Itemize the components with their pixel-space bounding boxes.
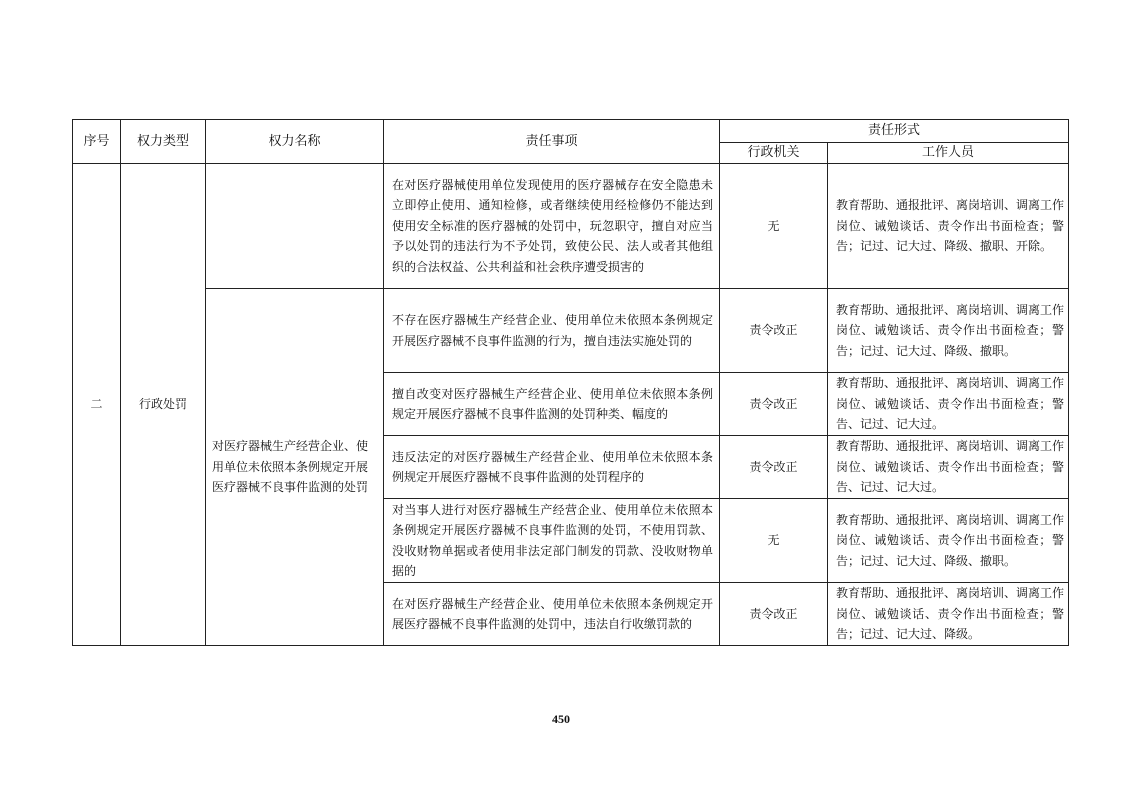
responsibility-item: 在对医疗器械生产经营企业、使用单位未依照本条例规定开展医疗器械不良事件监测的处罚中，违法自行收缴罚款的 [384,583,720,646]
group-seq: 二 [73,164,121,646]
staff-cell: 教育帮助、通报批评、离岗培训、调离工作岗位、诫勉谈话、责令作出书面检查；警告；记过、记大过、降级、撤职。 [828,499,1069,583]
responsibility-item: 不存在医疗器械生产经营企业、使用单位未依照本条例规定开展医疗器械不良事件监测的行为，擅自违法实施处罚的 [384,289,720,373]
staff-cell: 教育帮助、通报批评、离岗培训、调离工作岗位、诫勉谈话、责令作出书面检查；警告；记过、记大过、降级。 [828,583,1069,646]
staff-cell: 教育帮助、通报批评、离岗培训、调离工作岗位、诫勉谈话、责令作出书面检查；警告、记过、记大过。 [828,373,1069,436]
group-power-name: 对医疗器械生产经营企业、使用单位未依照本条例规定开展医疗器械不良事件监测的处罚 [206,289,384,646]
agency-cell: 责令改正 [720,583,828,646]
responsibility-table [72,119,1069,646]
header-responsibility-matters: 责任事项 [384,120,720,164]
group-power-type: 行政处罚 [121,164,206,646]
header-seq: 序号 [73,120,121,164]
responsibility-item: 违反法定的对医疗器械生产经营企业、使用单位未依照本条例规定开展医疗器械不良事件监测的处罚程序的 [384,436,720,499]
agency-cell: 无 [720,164,828,289]
responsibility-item: 在对医疗器械使用单位发现使用的医疗器械存在安全隐患未立即停止使用、通知检修，或者继续使用经检修仍不能达到使用安全标准的医疗器械的处罚中，玩忽职守，擅自对应当予以处罚的违法行为不予处罚，致使公民、法人或者其他组织的合法权益、公共利益和社会秩序遭受损害的 [384,164,720,289]
agency-cell: 责令改正 [720,436,828,499]
responsibility-item: 对当事人进行对医疗器械生产经营企业、使用单位未依照本条例规定开展医疗器械不良事件监测的处罚，不使用罚款、没收财物单据或者使用非法定部门制发的罚款、没收财物单据的 [384,499,720,583]
table-row [73,164,1069,289]
header-staff: 工作人员 [828,143,1069,164]
table-row [73,289,1069,373]
agency-cell: 责令改正 [720,373,828,436]
header-row-1 [73,120,1069,143]
header-agency: 行政机关 [720,143,828,164]
header-power-type: 权力类型 [121,120,206,164]
agency-cell: 责令改正 [720,289,828,373]
header-power-name: 权力名称 [206,120,384,164]
staff-cell: 教育帮助、通报批评、离岗培训、调离工作岗位、诫勉谈话、责令作出书面检查；警告；记过、记大过、降级、撤职。 [828,289,1069,373]
staff-cell: 教育帮助、通报批评、离岗培训、调离工作岗位、诫勉谈话、责令作出书面检查；警告；记过、记大过、降级、撤职、开除。 [828,164,1069,289]
staff-cell: 教育帮助、通报批评、离岗培训、调离工作岗位、诫勉谈话、责令作出书面检查；警告、记过、记大过。 [828,436,1069,499]
responsibility-item: 擅自改变对医疗器械生产经营企业、使用单位未依照本条例规定开展医疗器械不良事件监测的处罚种类、幅度的 [384,373,720,436]
page-number: 450 [552,712,570,726]
header-responsibility-form: 责任形式 [720,120,1069,143]
agency-cell: 无 [720,499,828,583]
power-name-empty [206,164,384,289]
